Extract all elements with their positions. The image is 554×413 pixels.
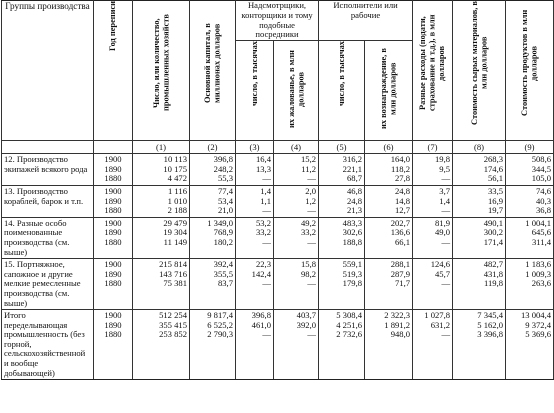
- cell-value: 68,7: [346, 173, 363, 184]
- cell-c4: [274, 217, 319, 258]
- cell-c3: [236, 310, 274, 380]
- cell-value: 16,4: [255, 154, 271, 165]
- cell-value: 56,1: [487, 173, 504, 184]
- cell-c6: [365, 310, 413, 380]
- census-year: 1890: [104, 195, 122, 206]
- cell-value: 1 116: [167, 185, 187, 196]
- row-years: [94, 217, 133, 258]
- cell-value: 11 149: [163, 236, 187, 247]
- cell-c6: [365, 185, 413, 217]
- cell-value: 302,6: [342, 227, 363, 238]
- cell-value: 33,2: [300, 227, 317, 238]
- cell-c6: [365, 154, 413, 186]
- cell-value: 19 304: [163, 227, 187, 238]
- row-group-name: 12. Производство экипажей всякого рода: [2, 154, 94, 186]
- cell-c9: [506, 217, 554, 258]
- cell-value: 36,8: [535, 205, 552, 216]
- cell-value: 512 254: [159, 310, 187, 321]
- cell-value: 75 381: [163, 278, 187, 289]
- statistics-table: [1, 0, 554, 380]
- cell-value: 142,4: [251, 268, 271, 279]
- cell-value: 2,0: [305, 185, 317, 196]
- cell-value: 40,3: [535, 195, 552, 206]
- cell-c6: [365, 259, 413, 310]
- cell-value: 1 349,0: [207, 217, 233, 228]
- cell-value: 508,6: [531, 154, 552, 165]
- col-number: (4): [274, 141, 319, 154]
- cell-value: 948,0: [390, 329, 411, 340]
- col-number: (6): [365, 141, 413, 154]
- cell-value: —: [307, 236, 317, 247]
- cell-c2: [190, 310, 236, 380]
- header-year: Год переписи: [94, 1, 133, 141]
- cell-value: 22,3: [255, 259, 271, 270]
- cell-c7: [413, 310, 453, 380]
- cell-value: 174,6: [483, 163, 504, 174]
- cell-c5: [319, 259, 365, 310]
- cell-value: 5 162,0: [477, 319, 504, 330]
- table-row: [2, 154, 554, 186]
- cell-value: 2 732,6: [336, 329, 363, 340]
- cell-value: 392,0: [296, 319, 317, 330]
- cell-value: 9 817,4: [207, 310, 233, 321]
- census-year: 1880: [104, 173, 122, 184]
- cell-value: 179,8: [342, 278, 363, 289]
- cell-value: 171,4: [483, 236, 504, 247]
- header-products: Стоимость продуктов в млн долларов: [506, 1, 554, 141]
- cell-value: 9 372,4: [525, 319, 552, 330]
- cell-value: —: [262, 329, 271, 340]
- cell-c8: [453, 310, 506, 380]
- cell-value: 3,7: [439, 185, 451, 196]
- cell-value: 15,2: [300, 154, 317, 165]
- cell-value: 33,5: [487, 185, 504, 196]
- cell-value: 2 322,3: [384, 310, 411, 321]
- cell-value: 12,7: [394, 205, 411, 216]
- header-work-number: число, в тысячах: [319, 41, 365, 141]
- cell-value: 118,2: [391, 163, 411, 174]
- cell-c3: [236, 259, 274, 310]
- census-year: 1880: [104, 278, 122, 289]
- cell-value: —: [307, 278, 317, 289]
- column-numbers-row: [2, 141, 554, 154]
- col-number: (3): [236, 141, 274, 154]
- census-year: 1890: [104, 163, 122, 174]
- cell-c5: [319, 154, 365, 186]
- cell-value: 45,7: [434, 268, 451, 279]
- cell-value: 124,6: [430, 259, 451, 270]
- cell-value: 11,2: [301, 163, 317, 174]
- header-work-wage: их вознаграждение, в млн долларов: [365, 41, 413, 141]
- cell-value: —: [441, 329, 451, 340]
- census-year: 1880: [104, 236, 122, 247]
- census-year: 1890: [104, 227, 122, 238]
- header-groups: Группы производства: [2, 1, 94, 141]
- cell-c1: [133, 217, 190, 258]
- cell-c2: [190, 185, 236, 217]
- cell-value: 74,6: [535, 185, 552, 196]
- cell-value: 66,1: [394, 236, 411, 247]
- row-years: [94, 310, 133, 380]
- cell-c8: [453, 259, 506, 310]
- cell-value: —: [262, 236, 271, 247]
- cell-value: 180,2: [213, 236, 233, 247]
- cell-value: 19,8: [434, 154, 451, 165]
- cell-c9: [506, 154, 554, 186]
- cell-value: 287,9: [390, 268, 411, 279]
- header-sup-salary: их жалованье, в млн долларов: [274, 41, 319, 141]
- cell-value: 13 004,4: [520, 310, 552, 321]
- col-number: (2): [190, 141, 236, 154]
- cell-value: —: [307, 173, 317, 184]
- cell-value: —: [441, 173, 451, 184]
- census-year: 1900: [104, 310, 122, 321]
- table-row: [2, 185, 554, 217]
- cell-value: 136,6: [390, 227, 411, 238]
- cell-value: —: [262, 173, 271, 184]
- cell-c7: [413, 217, 453, 258]
- row-years: [94, 259, 133, 310]
- cell-value: 482,7: [483, 259, 504, 270]
- cell-value: 1 027,8: [424, 310, 451, 321]
- cell-value: 24,8: [346, 195, 363, 206]
- cell-value: 21,0: [217, 205, 233, 216]
- cell-value: 1 009,3: [525, 268, 552, 279]
- cell-c4: [274, 310, 319, 380]
- cell-value: 355 415: [159, 319, 187, 330]
- row-group-name: Итого переделывающая промышленность (без горной, сельскохозяйственной и вообще добывающей): [2, 310, 94, 380]
- cell-value: 4 472: [167, 173, 187, 184]
- cell-c5: [319, 310, 365, 380]
- cell-c7: [413, 154, 453, 186]
- cell-value: 98,2: [300, 268, 317, 279]
- cell-value: 53,4: [217, 195, 233, 206]
- cell-value: 16,9: [487, 195, 504, 206]
- cell-value: 1,1: [260, 195, 271, 206]
- cell-value: 27,8: [394, 173, 411, 184]
- cell-value: 519,3: [342, 268, 363, 279]
- cell-value: 19,7: [487, 205, 504, 216]
- cell-value: 1 891,2: [384, 319, 411, 330]
- cell-value: 49,2: [300, 217, 317, 228]
- census-year: 1890: [104, 268, 122, 279]
- cell-c6: [365, 217, 413, 258]
- census-year: 1900: [104, 217, 122, 228]
- cell-value: 253 852: [159, 329, 187, 340]
- cell-value: 403,7: [296, 310, 317, 321]
- cell-value: 2 790,3: [207, 329, 233, 340]
- cell-value: 768,9: [213, 227, 233, 238]
- cell-value: 311,4: [532, 236, 552, 247]
- cell-value: 396,8: [213, 154, 233, 165]
- cell-c9: [506, 259, 554, 310]
- cell-value: 13,3: [255, 163, 271, 174]
- col-number: (1): [133, 141, 190, 154]
- cell-value: 645,6: [531, 227, 552, 238]
- cell-value: 202,7: [390, 217, 411, 228]
- cell-value: 33,2: [255, 227, 271, 238]
- cell-value: 1 183,6: [525, 259, 552, 270]
- header-raw: Стоимость сырых материалов, в млн долларов: [453, 1, 506, 141]
- cell-value: 215 814: [159, 259, 187, 270]
- cell-value: 1,4: [439, 195, 451, 206]
- col-number: (9): [506, 141, 554, 154]
- cell-value: 355,5: [213, 268, 233, 279]
- cell-value: 268,3: [483, 154, 504, 165]
- table-row: [2, 310, 554, 380]
- cell-value: 46,8: [346, 185, 363, 196]
- table-row: [2, 217, 554, 258]
- cell-value: 119,8: [484, 278, 504, 289]
- cell-value: 5 369,6: [525, 329, 552, 340]
- row-group-name: 13. Производство кораблей, барок и т.п.: [2, 185, 94, 217]
- cell-value: 15,8: [300, 259, 317, 270]
- row-years: [94, 154, 133, 186]
- cell-value: 1 004,1: [525, 217, 552, 228]
- cell-c4: [274, 259, 319, 310]
- cell-c1: [133, 185, 190, 217]
- cell-value: 10 113: [163, 154, 187, 165]
- header-supervisors: Надсмотрщики, конторщики и тому подобные посредники: [236, 1, 319, 41]
- cell-value: 559,1: [342, 259, 363, 270]
- header-sup-number: число, в тысячах: [236, 41, 274, 141]
- header-capital: Основной капитал, в миллионах долларов: [190, 1, 236, 141]
- cell-value: 83,7: [217, 278, 233, 289]
- cell-value: 1 010: [167, 195, 187, 206]
- col-number: (7): [413, 141, 453, 154]
- cell-value: 4 251,6: [336, 319, 363, 330]
- cell-value: —: [441, 236, 451, 247]
- cell-value: 55,3: [217, 173, 233, 184]
- cell-value: 431,8: [483, 268, 504, 279]
- cell-value: 3 396,8: [477, 329, 504, 340]
- census-year: 1880: [104, 205, 122, 216]
- cell-c7: [413, 185, 453, 217]
- cell-value: 316,2: [342, 154, 363, 165]
- census-year: 1880: [104, 329, 122, 340]
- cell-c2: [190, 154, 236, 186]
- cell-value: 10 175: [163, 163, 187, 174]
- census-year: 1900: [104, 259, 122, 270]
- table-row: [2, 259, 554, 310]
- cell-c5: [319, 217, 365, 258]
- cell-c9: [506, 185, 554, 217]
- cell-c4: [274, 154, 319, 186]
- cell-value: 631,2: [430, 319, 451, 330]
- cell-value: 344,5: [531, 163, 552, 174]
- cell-value: 300,2: [483, 227, 504, 238]
- cell-value: 77,4: [217, 185, 233, 196]
- cell-value: 483,3: [342, 217, 363, 228]
- cell-value: 288,1: [390, 259, 411, 270]
- cell-value: —: [262, 205, 271, 216]
- cell-value: 188,8: [342, 236, 363, 247]
- cell-c3: [236, 185, 274, 217]
- cell-c5: [319, 185, 365, 217]
- cell-value: 24,8: [394, 185, 411, 196]
- census-year: 1890: [104, 319, 122, 330]
- cell-value: —: [307, 205, 317, 216]
- cell-c9: [506, 310, 554, 380]
- cell-value: 396,8: [251, 310, 271, 321]
- cell-value: 9,5: [439, 163, 451, 174]
- cell-c1: [133, 310, 190, 380]
- cell-value: 392,4: [213, 259, 233, 270]
- cell-value: 6 525,2: [207, 319, 233, 330]
- cell-value: 21,3: [346, 205, 363, 216]
- cell-value: 248,2: [213, 163, 233, 174]
- col-number: (5): [319, 141, 365, 154]
- header-workers: Исполнители или рабочие: [319, 1, 413, 41]
- cell-value: 263,6: [531, 278, 552, 289]
- cell-value: 461,0: [251, 319, 271, 330]
- cell-value: 29 479: [163, 217, 187, 228]
- cell-c2: [190, 259, 236, 310]
- row-group-name: 15. Портняжное, сапожное и другие мелкие ремесленные производства (см. выше): [2, 259, 94, 310]
- cell-value: 53,2: [255, 217, 271, 228]
- cell-c8: [453, 154, 506, 186]
- cell-c4: [274, 185, 319, 217]
- cell-value: 221,1: [342, 163, 363, 174]
- cell-value: 81,9: [434, 217, 451, 228]
- cell-value: 1,2: [305, 195, 317, 206]
- header-count: Число, или количество, промышленных хозяйств: [133, 1, 190, 141]
- cell-c7: [413, 259, 453, 310]
- cell-c8: [453, 185, 506, 217]
- cell-value: —: [441, 278, 451, 289]
- cell-c1: [133, 259, 190, 310]
- cell-c3: [236, 217, 274, 258]
- cell-c3: [236, 154, 274, 186]
- header-misc: Разные расходы (подати, страхование и т.д.), в млн долларов: [413, 1, 453, 141]
- cell-value: 105,0: [531, 173, 552, 184]
- census-year: 1900: [104, 185, 122, 196]
- row-group-name: 14. Разные особо поименованные производства (см. выше): [2, 217, 94, 258]
- cell-value: 49,0: [434, 227, 451, 238]
- cell-value: 7 345,4: [477, 310, 504, 321]
- cell-value: —: [441, 205, 451, 216]
- cell-c2: [190, 217, 236, 258]
- row-years: [94, 185, 133, 217]
- cell-value: —: [307, 329, 317, 340]
- cell-value: —: [262, 278, 271, 289]
- cell-value: 14,8: [394, 195, 411, 206]
- col-number: (8): [453, 141, 506, 154]
- cell-c1: [133, 154, 190, 186]
- cell-value: 2 188: [167, 205, 187, 216]
- cell-c8: [453, 217, 506, 258]
- cell-value: 71,7: [394, 278, 411, 289]
- cell-value: 164,0: [390, 154, 411, 165]
- cell-value: 143 716: [159, 268, 187, 279]
- census-year: 1900: [104, 154, 122, 165]
- cell-value: 5 308,4: [336, 310, 363, 321]
- table-body: [2, 154, 554, 380]
- cell-value: 490,1: [483, 217, 504, 228]
- cell-value: 1,4: [260, 185, 271, 196]
